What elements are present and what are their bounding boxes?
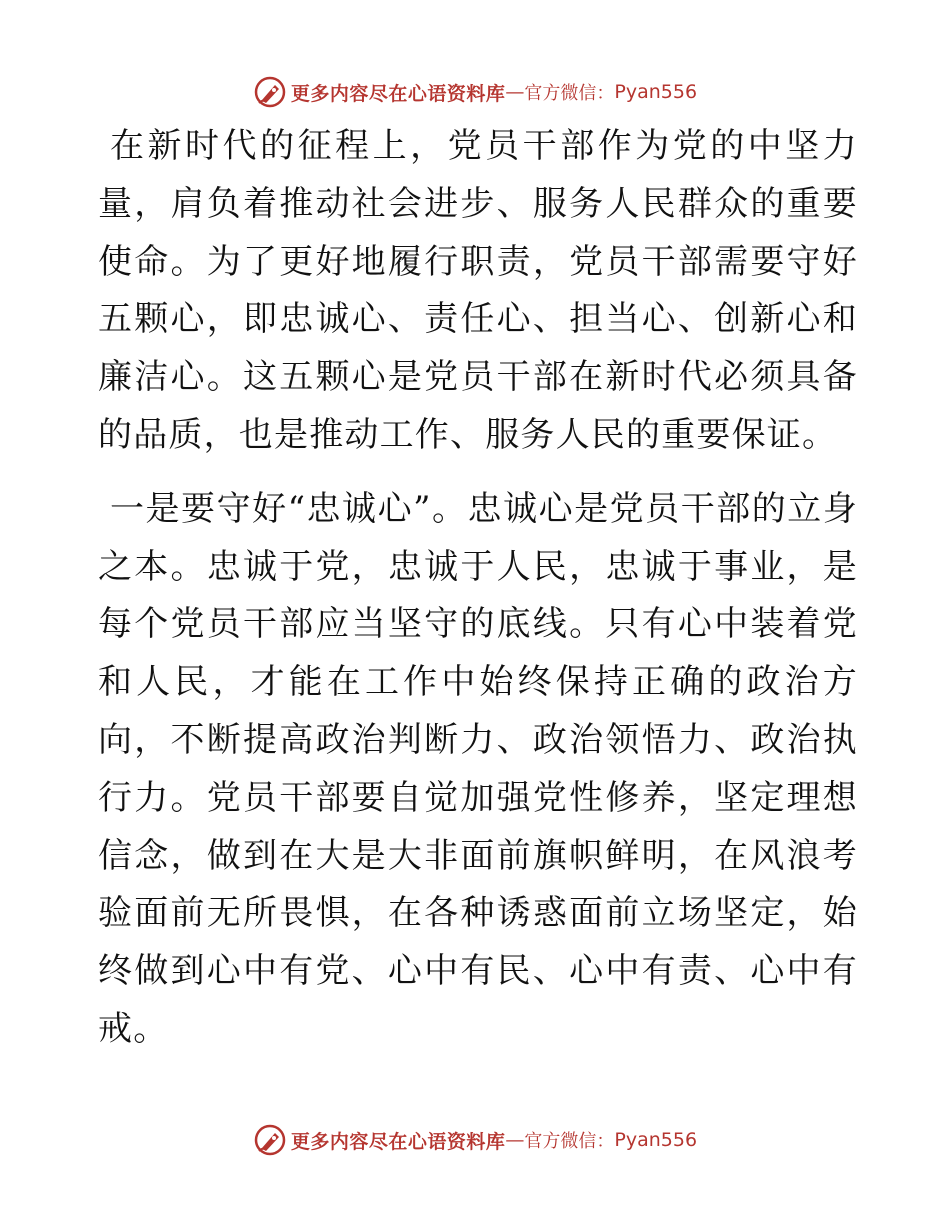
footer-wechat-label: 官方微信： (524, 1131, 615, 1152)
banner-brand-text: 更多内容尽在心语资料库 (290, 82, 506, 105)
header-banner (0, 72, 950, 112)
pen-nib-seal-icon (253, 75, 287, 109)
pen-nib-seal-icon (253, 1123, 287, 1157)
body-paragraph-intro: 在新时代的征程上，党员干部作为党的中坚力量，肩负着推动社会进步、服务人民群众的重要使命。为了更好地履行职责，党员干部需要守好五颗心，即忠诚心、责任心、担当心、创新心和廉洁心。这五颗心是党员干部在新时代必须具备的品质，也是推动工作、服务人民的重要保证。 (98, 126, 858, 455)
document-body (98, 118, 858, 1059)
footer-wechat-account: Pyan556 (614, 1129, 698, 1151)
banner-wechat-account: Pyan556 (614, 81, 698, 103)
banner-wechat-label: 官方微信： (524, 83, 615, 104)
body-paragraph-loyalty: 一是要守好“忠诚心”。忠诚心是党员干部的立身之本。忠诚于党，忠诚于人民，忠诚于事业，是每个党员干部应当坚守的底线。只有心中装着党和人民，才能在工作中始终保持正确的政治方向，不断提高政治判断力、政治领悟力、政治执行力。党员干部要自觉加强党性修养，坚定理想信念，做到在大是大非面前旗帜鲜明，在风浪考验面前无所畏惧，在各种诱惑面前立场坚定，始终做到心中有党、心中有民、心中有责、心中有戒。 (98, 488, 858, 1049)
footer-separator: — (505, 1129, 525, 1151)
footer-banner (0, 1120, 950, 1160)
footer-brand-text: 更多内容尽在心语资料库 (290, 1130, 506, 1153)
banner-separator: — (505, 81, 525, 103)
